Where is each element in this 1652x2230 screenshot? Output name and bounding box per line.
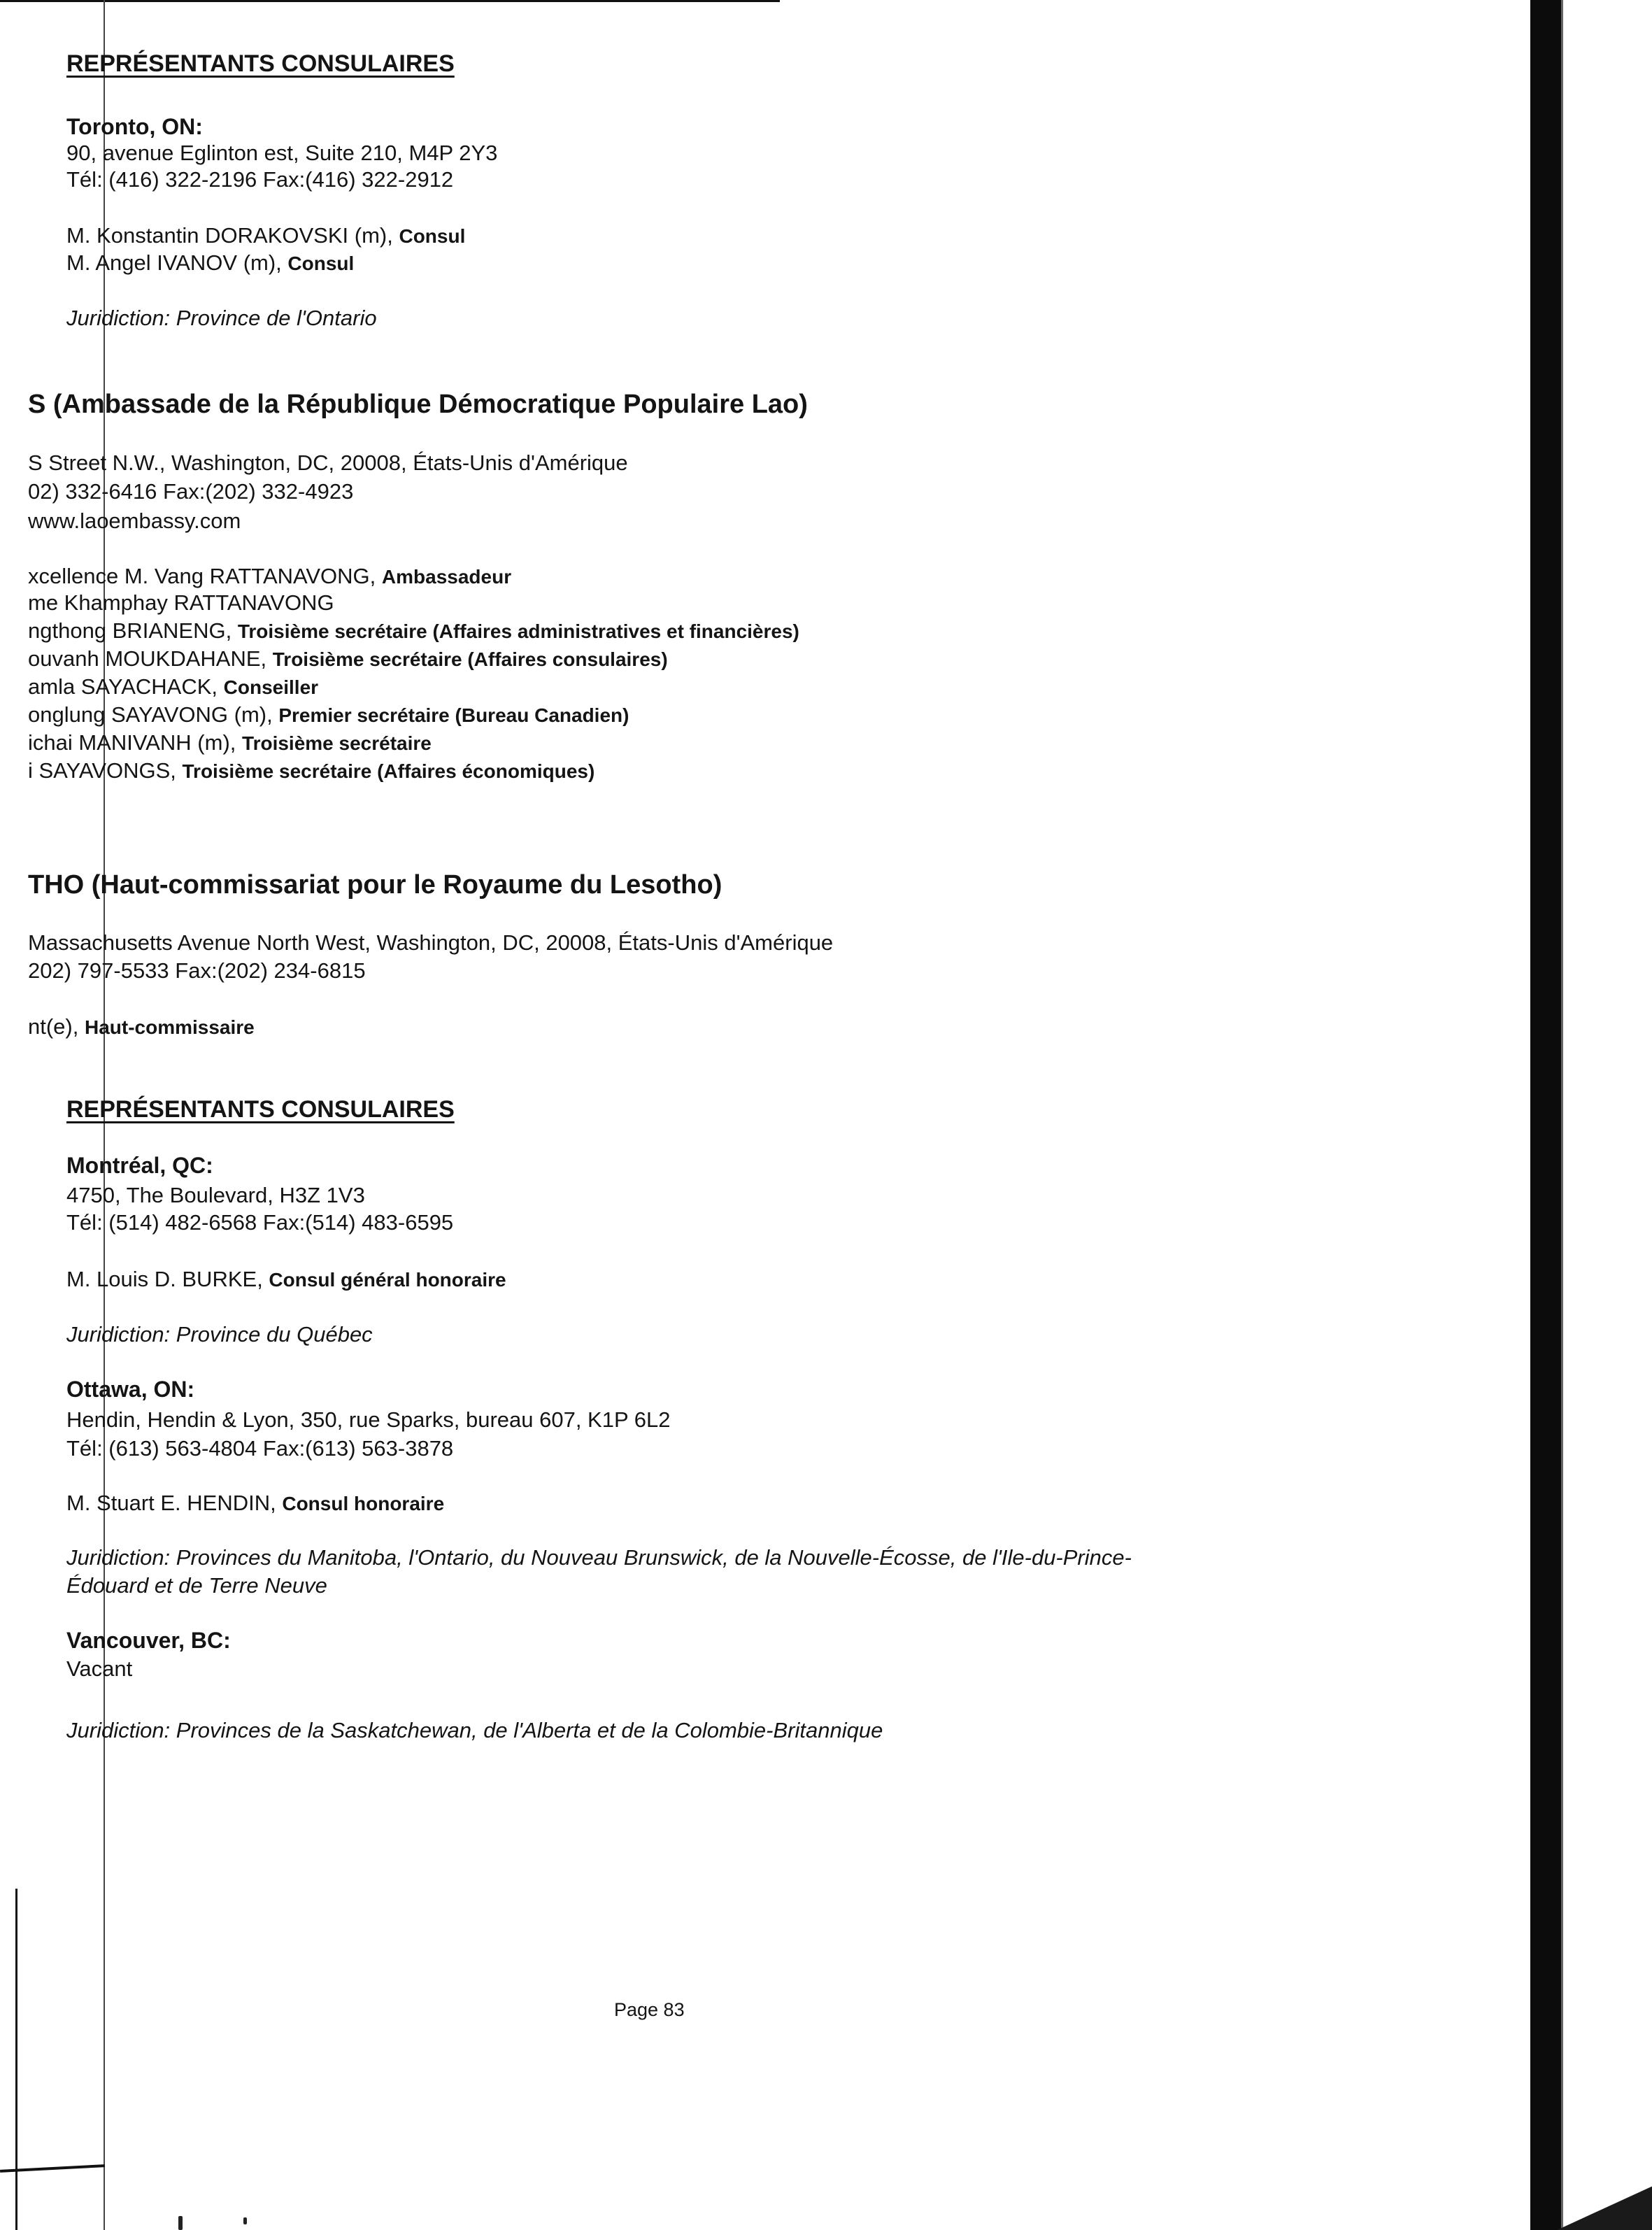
lesotho-address: Massachusetts Avenue North West, Washington, DC, 20008, États-Unis d'Amérique (28, 930, 834, 955)
staff-name: amla SAYACHACK, (28, 674, 224, 699)
staff-role: Ambassadeur (381, 566, 512, 588)
laos-website: www.laoembassy.com (28, 509, 241, 533)
right-edge-band (1530, 0, 1561, 2230)
toronto-jurisdiction: Juridiction: Province de l'Ontario (66, 306, 377, 330)
page-number: Page 83 (614, 1999, 685, 2020)
official-role: Consul (287, 253, 355, 274)
left-edge-line (15, 1889, 17, 2230)
staff-role: Conseiller (223, 676, 319, 698)
lesotho-phone: 202) 797-5533 Fax:(202) 234-6815 (28, 958, 366, 983)
staff-name: ichai MANIVANH (m), (28, 730, 243, 755)
official-name: M. Louis D. BURKE, (66, 1267, 269, 1291)
laos-staff-2 (28, 590, 334, 617)
ottawa-official (66, 1490, 444, 1517)
staff-name: ouvanh MOUKDAHANE, (28, 646, 273, 671)
staff-role: Premier secrétaire (Bureau Canadien) (278, 704, 629, 726)
official-name: M. Angel IVANOV (m), (66, 250, 288, 275)
laos-staff-5 (28, 674, 318, 701)
laos-staff-6 (28, 702, 629, 729)
official-role: Consul général honoraire (269, 1269, 506, 1291)
lesotho-heading: THO (Haut-commissariat pour le Royaume du Lesotho) (28, 870, 722, 900)
staff-name: ngthong BRIANENG, (28, 618, 238, 643)
laos-staff-7 (28, 730, 432, 757)
section-heading-consular: REPRÉSENTANTS CONSULAIRES (66, 50, 455, 77)
staff-role: Troisième secrétaire (Affaires consulaires) (272, 648, 668, 670)
staff-name: onglung SAYAVONG (m), (28, 702, 279, 727)
official-name: M. Stuart E. HENDIN, (66, 1491, 283, 1515)
staff-role: Troisième secrétaire (242, 732, 432, 754)
ottawa-phone: Tél: (613) 563-4804 Fax:(613) 563-3878 (66, 1436, 454, 1461)
official-role: Haut-commissaire (84, 1016, 255, 1038)
official-name: nt(e), (28, 1014, 85, 1039)
toronto-address: 90, avenue Eglinton est, Suite 210, M4P 2Y3 (66, 141, 498, 165)
laos-staff-4 (28, 646, 668, 673)
official-role: Consul (399, 225, 466, 247)
staff-name: me Khamphay RATTANAVONG (28, 590, 334, 615)
vancouver-jurisdiction: Juridiction: Provinces de la Saskatchewan, de l'Alberta et de la Colombie-Britannique (66, 1718, 883, 1742)
laos-staff-1 (28, 563, 511, 590)
official-role: Consul honoraire (282, 1493, 445, 1514)
montreal-phone: Tél: (514) 482-6568 Fax:(514) 483-6595 (66, 1210, 454, 1235)
ottawa-address: Hendin, Hendin & Lyon, 350, rue Sparks, bureau 607, K1P 6L2 (66, 1407, 671, 1432)
montreal-official (66, 1266, 506, 1293)
city-montreal: Montréal, QC: (66, 1153, 213, 1178)
laos-staff-3 (28, 618, 799, 645)
ottawa-jurisdiction-line-1: Juridiction: Provinces du Manitoba, l'Ontario, du Nouveau Brunswick, de la Nouvelle-Écosse, de l'Ile-du-Prince- (66, 1545, 1132, 1570)
section-heading-consular-2: REPRÉSENTANTS CONSULAIRES (66, 1096, 455, 1123)
official-name: M. Konstantin DORAKOVSKI (m), (66, 223, 399, 248)
bottom-speck (178, 2216, 183, 2230)
vancouver-status: Vacant (66, 1656, 133, 1681)
city-vancouver: Vancouver, BC: (66, 1628, 231, 1653)
staff-name: xcellence M. Vang RATTANAVONG, (28, 564, 382, 588)
toronto-phone: Tél: (416) 322-2196 Fax:(416) 322-2912 (66, 167, 454, 192)
laos-address: S Street N.W., Washington, DC, 20008, États-Unis d'Amérique (28, 450, 628, 475)
toronto-official-1 (66, 222, 465, 250)
montreal-address: 4750, The Boulevard, H3Z 1V3 (66, 1183, 365, 1207)
montreal-jurisdiction: Juridiction: Province du Québec (66, 1322, 373, 1347)
laos-heading: S (Ambassade de la République Démocratique Populaire Lao) (28, 390, 808, 419)
staff-name: i SAYAVONGS, (28, 758, 183, 783)
ottawa-jurisdiction-line-2: Édouard et de Terre Neuve (66, 1573, 327, 1598)
staff-role: Troisième secrétaire (Affaires économiques) (182, 760, 595, 782)
city-toronto: Toronto, ON: (66, 114, 203, 139)
right-edge-gray (1561, 0, 1563, 2230)
bottom-speck (243, 2217, 247, 2224)
laos-phone: 02) 332-6416 Fax:(202) 332-4923 (28, 479, 354, 504)
staff-role: Troisième secrétaire (Affaires administratives et financières) (237, 620, 799, 642)
city-ottawa: Ottawa, ON: (66, 1377, 195, 1402)
lesotho-official (28, 1014, 255, 1041)
top-edge-line (0, 0, 780, 2)
toronto-official-2 (66, 250, 354, 277)
laos-staff-8 (28, 758, 594, 785)
